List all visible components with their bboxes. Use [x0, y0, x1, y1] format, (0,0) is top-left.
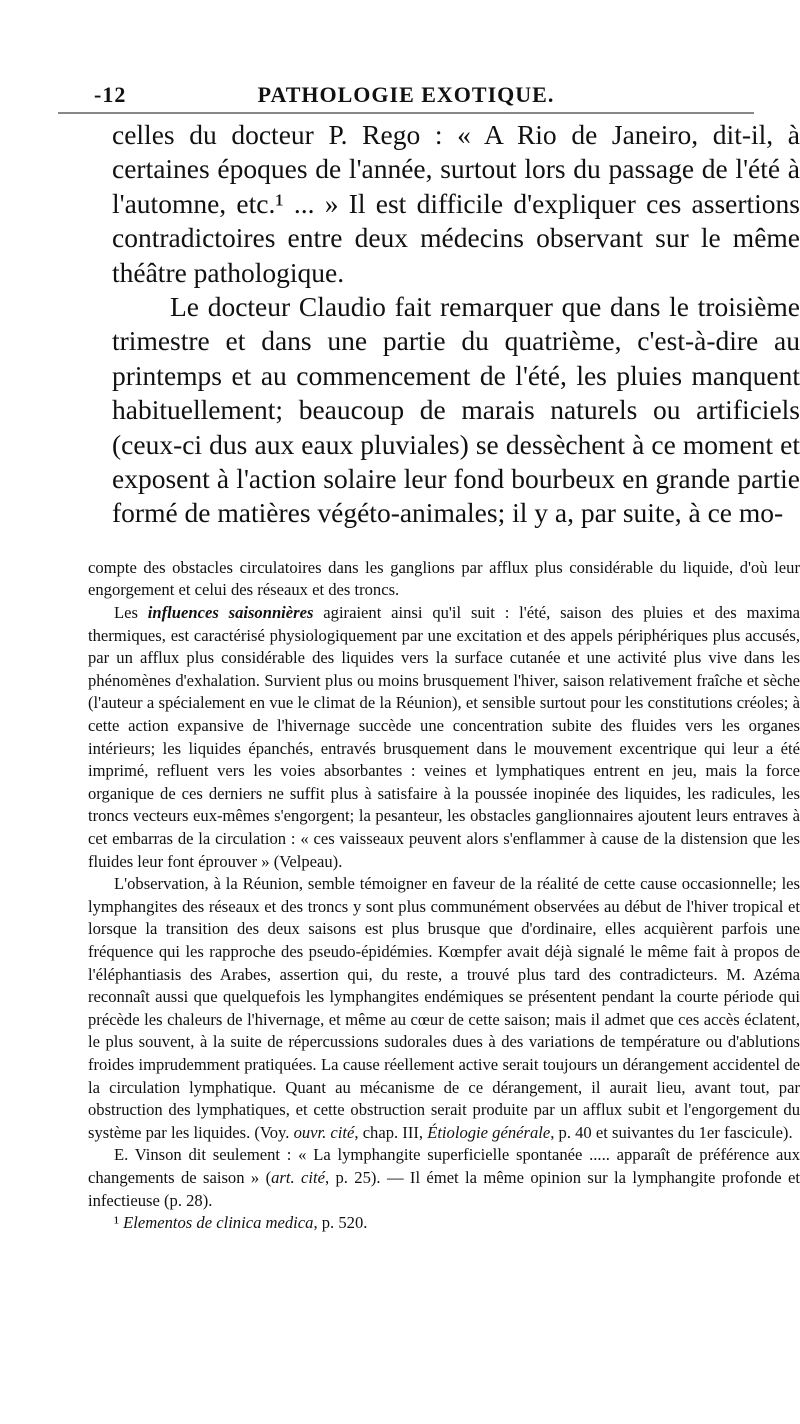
footnote: [114, 1212, 754, 1235]
main-paragraph: celles du docteur P. Rego : « A Rio de Janeiro, dit-il, à certaines époques de l'année, surtout lors du passage de l'été à l'automne, etc.¹ ... » Il est difficile d'expliquer ces assertions contradictoires entre deux médecins observant sur le même théâtre pathologique.: [112, 119, 800, 288]
note-emphasis: Étiologie générale: [427, 1122, 551, 1142]
note-text: L'observation, à la Réunion, semble témoigner en faveur de la réalité de cette cause occasionnelle; les lymphangites des réseaux et des troncs y sont plus communément observées au début de l'hiver tropical et lorsque la transition des deux saisons est plus brusque que d'ordinaire, elles acquièrent parfois une fréquence qui les rapproche des pseudo-épidémies. Kœmpfer avait déjà signalé le même fait à propos de l'éléphantiasis des Arabes, assertion qui, du reste, a trouvé plus tard des contradicteurs. M. Azéma reconnaît aussi que quelquefois les lymphangites endémiques se présentent pendant la courte période qui précède les chaleurs de l'hivernage, et même au cœur de cette saison; mais il admet que ces accès éclatent, le plus souvent, à la suite de répercussions sudorales dues à des variations de température ou d'ablutions froides imprudemment pratiquées. La cause réellement active serait toujours un dérangement accidentel de la circulation lymphatique. Quant au mécanisme de ce dérangement, il aurait lieu, avant tout, par obstruction des lymphatiques, et cette obstruction serait produite par un afflux subit et l'engorgement du système par les liquides. (Voy.: [88, 874, 800, 1142]
note-text: , chap. III,: [354, 1122, 428, 1142]
notes-block: [88, 557, 800, 1212]
note-paragraph: [88, 1144, 800, 1212]
note-text: E. Vinson dit seulement : « La lymphangite superficielle spontanée ..... apparaît de préférence aux changements de saison » (: [88, 1145, 800, 1187]
running-head: [58, 78, 754, 114]
footnote-page: , p. 520.: [313, 1213, 368, 1233]
main-text: [112, 118, 800, 531]
note-emphasis: art. cité: [271, 1167, 325, 1187]
note-paragraph: compte des obstacles circulatoires dans les ganglions par afflux plus considérable du liquide, d'où leur engorgement et celui des réseaux et des troncs.: [88, 557, 800, 600]
note-emphasis: influences saisonnières: [147, 603, 314, 623]
note-text: , p. 25). — Il émet la même opinion sur la lymphangite profonde et infectieuse (p. 28).: [88, 1167, 800, 1210]
note-text: agiraient ainsi qu'il suit : l'été, saison des pluies et des maxima thermiques, est caractérisé physiologiquement par une excitation et des appels périphériques plus accusés, par un afflux plus considérable des liquides vers la surface cutanée et une activité plus vive dans les phénomènes d'exhalation. Survient plus ou moins brusquement l'hiver, saison relativement fraîche et sèche (l'auteur a spécialement en vue le climat de la Réunion), et sensible surtout pour les constitutions créoles; à cette action expansive de l'hivernage succède une concentration subite des fluides vers les organes intérieurs; les liquides épanchés, entravés brusquement dans le mouvement excentrique qui leur a été imprimé, refluent vers les voies absorbantes : veines et lymphatiques entrent en jeu, mais la force organique de ces derniers ne suffit plus à satisfaire à la poussée inopinée des liquides, les radicules, les troncs vecteurs eux-mêmes s'engorgent; la pesanteur, les obstacles ganglionnaires ajoutent leurs entraves à cet embarras de la circulation : « ces vaisseaux peuvent alors s'enflammer à cause de la distension que les fluides leur font éprouver » (Velpeau).: [88, 603, 800, 871]
main-paragraph: Le docteur Claudio fait remarquer que dans le troisième trimestre et dans une partie du quatrième, c'est-à-dire au printemps et au commencement de l'été, les pluies manquent habituellement; beaucoup de marais naturels ou artificiels (ceux-ci dus aux eaux pluviales) se dessèchent à ce moment et exposent à l'action solaire leur fond bourbeux en grande partie formé de matières végéto-animales; il y a, par suite, à ce mo-: [112, 291, 800, 529]
footnote-marker: ¹: [114, 1213, 119, 1233]
footnote-title: Elementos de clinica medica: [123, 1213, 314, 1233]
page-number: -12: [94, 82, 127, 107]
note-text: Les: [114, 603, 148, 623]
running-title: PATHOLOGIE EXOTIQUE.: [257, 82, 555, 107]
note-paragraph: [88, 873, 800, 1144]
note-emphasis: ouvr. cité: [293, 1122, 355, 1142]
note-text: , p. 40 et suivantes du 1er fascicule).: [550, 1122, 793, 1142]
note-paragraph: [88, 602, 800, 873]
